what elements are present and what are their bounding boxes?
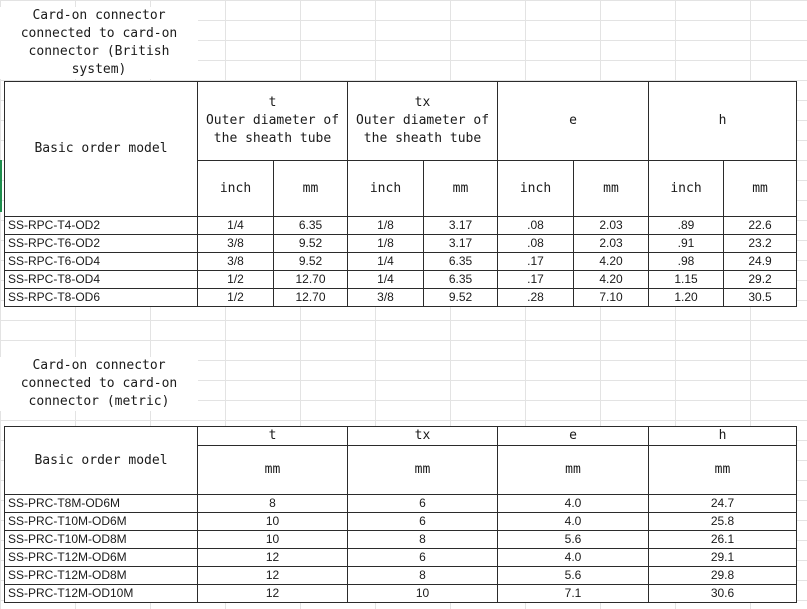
value-cell: 7.10	[574, 289, 649, 307]
unit-cell: mm	[498, 446, 649, 495]
value-cell: 12.70	[274, 289, 348, 307]
value-cell: 25.8	[649, 513, 797, 531]
value-cell: 3/8	[198, 235, 274, 253]
value-cell: 3.17	[424, 235, 498, 253]
table-row	[5, 513, 797, 531]
unit-cell: mm	[574, 161, 649, 217]
value-cell: 1/4	[198, 217, 274, 235]
value-cell: 10	[198, 513, 348, 531]
value-cell: 1/8	[348, 235, 424, 253]
unit-cell: mm	[198, 446, 348, 495]
model-cell: SS-PRC-T12M-OD6M	[5, 549, 198, 567]
value-cell: 1.20	[649, 289, 724, 307]
value-cell: 1/4	[348, 271, 424, 289]
value-cell: 24.9	[724, 253, 797, 271]
unit-cell: mm	[274, 161, 348, 217]
table-row	[5, 253, 797, 271]
value-cell: .17	[498, 253, 574, 271]
unit-cell: mm	[424, 161, 498, 217]
value-cell: 2.03	[574, 235, 649, 253]
value-cell: 30.6	[649, 585, 797, 603]
value-cell: 1/4	[348, 253, 424, 271]
value-cell: 10	[348, 585, 498, 603]
unit-cell: mm	[724, 161, 797, 217]
value-cell: 4.20	[574, 253, 649, 271]
table-row	[5, 549, 797, 567]
model-cell: SS-RPC-T4-OD2	[5, 217, 198, 235]
value-cell: 22.6	[724, 217, 797, 235]
e-header: e	[498, 82, 649, 161]
value-cell: 8	[348, 567, 498, 585]
value-cell: 3.17	[424, 217, 498, 235]
value-cell: 9.52	[424, 289, 498, 307]
value-cell: 6	[348, 549, 498, 567]
metric-spec-table	[4, 426, 797, 603]
value-cell: 1/8	[348, 217, 424, 235]
value-cell: .17	[498, 271, 574, 289]
model-cell: SS-RPC-T6-OD2	[5, 235, 198, 253]
value-cell: 3/8	[348, 289, 424, 307]
value-cell: 29.8	[649, 567, 797, 585]
unit-cell: inch	[649, 161, 724, 217]
value-cell: 12.70	[274, 271, 348, 289]
value-cell: .28	[498, 289, 574, 307]
unit-cell: mm	[649, 446, 797, 495]
value-cell: 6.35	[424, 271, 498, 289]
value-cell: 12	[198, 549, 348, 567]
unit-cell: inch	[198, 161, 274, 217]
value-cell: 6.35	[424, 253, 498, 271]
table-row	[5, 585, 797, 603]
value-cell: 6	[348, 513, 498, 531]
t-header: t	[198, 427, 348, 446]
value-cell: 4.0	[498, 495, 649, 513]
value-cell: 26.1	[649, 531, 797, 549]
tx-header: tx	[348, 427, 498, 446]
value-cell: 10	[198, 531, 348, 549]
value-cell: 1/2	[198, 271, 274, 289]
value-cell: .89	[649, 217, 724, 235]
section-title-metric: Card-on connector connected to card-on connector (metric)	[0, 357, 198, 411]
table-row	[5, 235, 797, 253]
value-cell: 5.6	[498, 567, 649, 585]
table-row	[5, 289, 797, 307]
t-header: t Outer diameter of the sheath tube	[198, 82, 348, 161]
unit-cell: inch	[498, 161, 574, 217]
e-header: e	[498, 427, 649, 446]
value-cell: 8	[198, 495, 348, 513]
table-row	[5, 271, 797, 289]
value-cell: 4.0	[498, 513, 649, 531]
model-cell: SS-PRC-T8M-OD6M	[5, 495, 198, 513]
value-cell: 12	[198, 585, 348, 603]
table-row	[5, 217, 797, 235]
value-cell: 8	[348, 531, 498, 549]
table-row	[5, 531, 797, 549]
value-cell: 9.52	[274, 253, 348, 271]
value-cell: .08	[498, 235, 574, 253]
value-cell: 24.7	[649, 495, 797, 513]
model-cell: SS-PRC-T12M-OD10M	[5, 585, 198, 603]
value-cell: 29.1	[649, 549, 797, 567]
value-cell: 6	[348, 495, 498, 513]
table-row	[5, 495, 797, 513]
selection-marker	[0, 160, 2, 212]
model-cell: SS-RPC-T8-OD6	[5, 289, 198, 307]
value-cell: 7.1	[498, 585, 649, 603]
value-cell: .08	[498, 217, 574, 235]
value-cell: 3/8	[198, 253, 274, 271]
h-header: h	[649, 427, 797, 446]
value-cell: 4.0	[498, 549, 649, 567]
value-cell: 1/2	[198, 289, 274, 307]
model-cell: SS-PRC-T10M-OD8M	[5, 531, 198, 549]
value-cell: 9.52	[274, 235, 348, 253]
unit-cell: inch	[348, 161, 424, 217]
unit-cell: mm	[348, 446, 498, 495]
value-cell: 5.6	[498, 531, 649, 549]
section-title-british: Card-on connector connected to card-on connector (British system)	[0, 7, 198, 79]
value-cell: 29.2	[724, 271, 797, 289]
value-cell: 4.20	[574, 271, 649, 289]
value-cell: 23.2	[724, 235, 797, 253]
table-row	[5, 567, 797, 585]
value-cell: 6.35	[274, 217, 348, 235]
model-header: Basic order model	[5, 82, 198, 217]
value-cell: 1.15	[649, 271, 724, 289]
value-cell: 12	[198, 567, 348, 585]
value-cell: .98	[649, 253, 724, 271]
model-cell: SS-PRC-T12M-OD8M	[5, 567, 198, 585]
value-cell: 2.03	[574, 217, 649, 235]
value-cell: .91	[649, 235, 724, 253]
value-cell: 30.5	[724, 289, 797, 307]
model-header: Basic order model	[5, 427, 198, 495]
model-cell: SS-PRC-T10M-OD6M	[5, 513, 198, 531]
british-spec-table	[4, 81, 797, 307]
tx-header: tx Outer diameter of the sheath tube	[348, 82, 498, 161]
model-cell: SS-RPC-T8-OD4	[5, 271, 198, 289]
h-header: h	[649, 82, 797, 161]
model-cell: SS-RPC-T6-OD4	[5, 253, 198, 271]
